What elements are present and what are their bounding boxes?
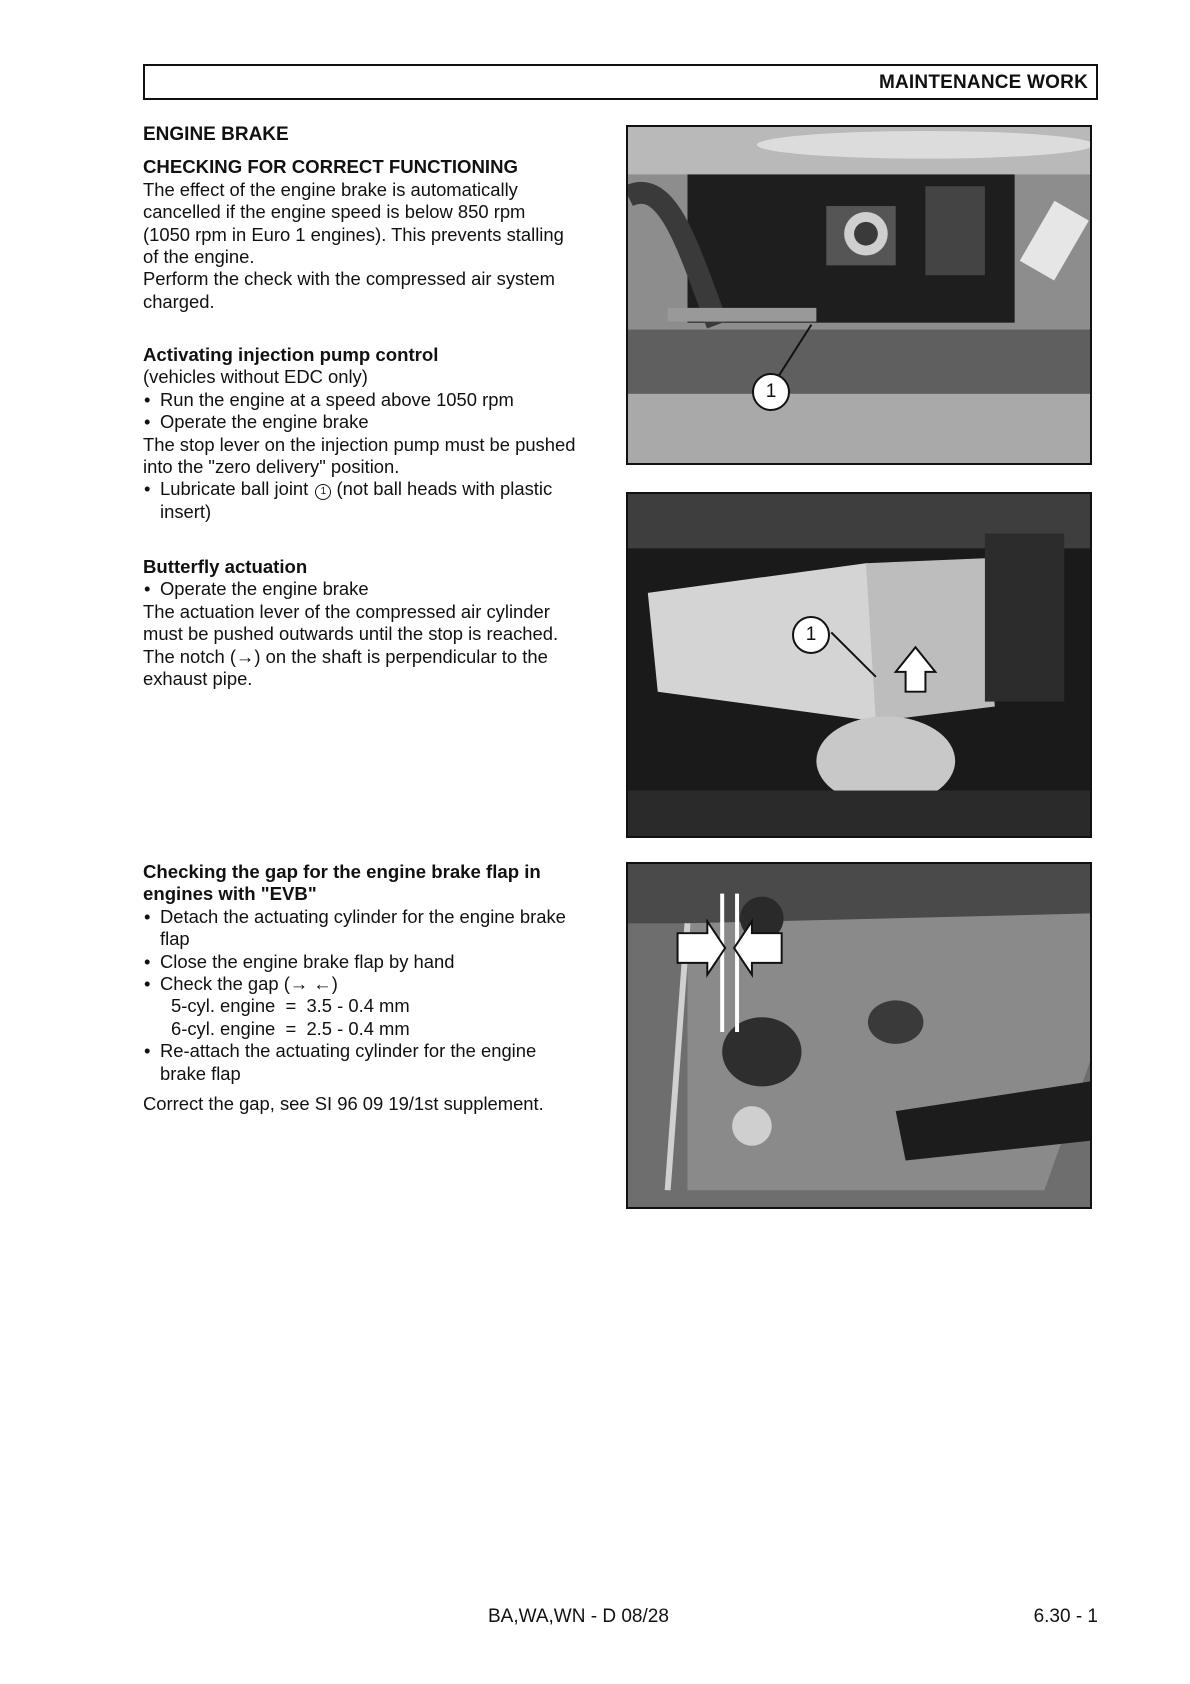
ball-joint-marker: 1 [315, 484, 331, 500]
header-title: MAINTENANCE WORK [878, 72, 1088, 93]
callout-1: 1 [792, 616, 830, 654]
body-line: The effect of the engine brake is automatically [143, 178, 518, 200]
list-item: • Run the engine at a speed above 1050 rpm [143, 389, 613, 411]
list-item: • Operate the engine brake [143, 578, 613, 600]
section-subtitle: (vehicles without EDC only) [143, 366, 368, 388]
body-line: Perform the check with the compressed air system [143, 268, 555, 290]
spec-line: 6-cyl. engine = 2.5 - 0.4 mm [171, 1017, 410, 1039]
footer-doc-code: BA,WA,WN - D 08/28 [488, 1606, 669, 1627]
body-line: must be pushed outwards until the stop is reached. [143, 623, 559, 645]
flap-photo-graphic [628, 864, 1090, 1207]
section-subtitle: CHECKING FOR CORRECT FUNCTIONING [143, 156, 518, 178]
footer-page-number: 6.30 - 1 [1033, 1606, 1098, 1627]
list-item-text: Check the gap (→ ←) [160, 973, 338, 995]
callout-1: 1 [752, 373, 790, 411]
list-item: • Operate the engine brake [143, 411, 613, 433]
section-title: Butterfly actuation [143, 556, 308, 577]
lubricate-text: Lubricate ball joint [160, 478, 309, 500]
lubricate-text-post: (not ball heads with plastic [331, 478, 553, 500]
bullet-list [143, 578, 613, 600]
body-line: exhaust pipe. [143, 668, 253, 690]
section-evb-gap [143, 861, 613, 1115]
section-title: ENGINE BRAKE [143, 124, 289, 145]
list-item: • Close the engine brake flap by hand [143, 951, 613, 973]
list-item [143, 1040, 613, 1085]
list-item [143, 973, 613, 1040]
bullet-list [143, 478, 613, 523]
spec-line: 5-cyl. engine = 3.5 - 0.4 mm [171, 995, 410, 1017]
note: Correct the gap, see SI 96 09 19/1st supplement. [143, 1093, 544, 1115]
list-item-text: flap [160, 928, 190, 950]
body-line: The notch (→) on the shaft is perpendicular to the [143, 645, 548, 667]
body-line: charged. [143, 290, 215, 312]
section-title: Checking the gap for the engine brake flap in [143, 861, 541, 882]
section-butterfly [143, 556, 613, 690]
lubricate-text-cont: insert) [160, 500, 212, 522]
list-item [143, 478, 613, 523]
photo-injection-pump [626, 125, 1092, 465]
section-engine-brake [143, 124, 613, 313]
body-line: cancelled if the engine speed is below 850 rpm [143, 201, 526, 223]
header-box [143, 64, 1098, 100]
bullet-list [143, 906, 613, 1085]
photo-evb-gap [626, 862, 1092, 1209]
engine-photo-graphic [628, 127, 1090, 463]
body-line: of the engine. [143, 246, 255, 268]
list-item [143, 906, 613, 951]
list-item-text: Re-attach the actuating cylinder for the engine [160, 1040, 537, 1062]
section-injection-pump [143, 344, 613, 523]
body-line: The actuation lever of the compressed air cylinder [143, 600, 550, 622]
list-item-text: Detach the actuating cylinder for the engine brake [160, 905, 566, 927]
section-title-cont: engines with "EVB" [143, 883, 317, 905]
body-line: (1050 rpm in Euro 1 engines). This prevents stalling [143, 223, 564, 245]
list-item-text: brake flap [160, 1062, 241, 1084]
exhaust-photo-graphic [628, 494, 1090, 836]
bullet-list [143, 389, 613, 434]
body-line: into the "zero delivery" position. [143, 456, 400, 478]
body-line: The stop lever on the injection pump must be pushed [143, 433, 576, 455]
photo-butterfly [626, 492, 1092, 838]
section-title: Activating injection pump control [143, 344, 439, 365]
